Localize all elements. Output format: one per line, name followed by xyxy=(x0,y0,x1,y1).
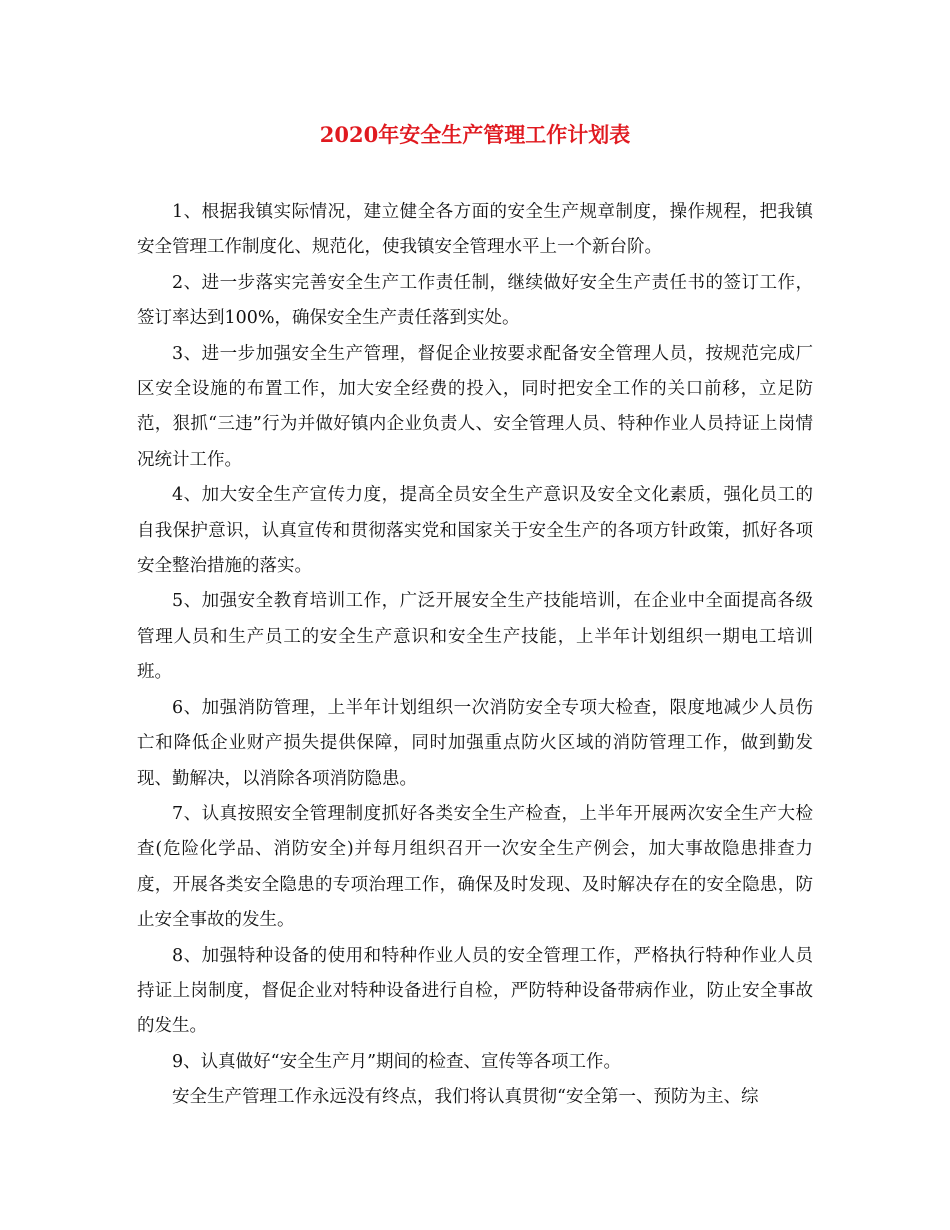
paragraph-1: 1、根据我镇实际情况，建立健全各方面的安全生产规章制度，操作规程，把我镇安全管理工作制度化、规范化，使我镇安全管理水平上一个新台阶。 xyxy=(137,202,813,258)
document-body xyxy=(137,195,813,1116)
paragraph-2: 2、进一步落实完善安全生产工作责任制，继续做好安全生产责任书的签订工作，签订率达到100%，确保安全生产责任落到实处。 xyxy=(137,272,813,329)
paragraph-closing: 安全生产管理工作永远没有终点，我们将认真贯彻“安全第一、预防为主、综 xyxy=(172,1087,759,1108)
paragraph-4: 4、加大安全生产宣传力度，提高全员安全生产意识及安全文化素质，强化员工的自我保护意识，认真宣传和贯彻落实党和国家关于安全生产的各项方针政策，抓好各项安全整治措施的落实。 xyxy=(137,485,813,577)
paragraph-5: 5、加强安全教育培训工作，广泛开展安全生产技能培训，在企业中全面提高各级管理人员和生产员工的安全生产意识和安全生产技能，上半年计划组织一期电工培训班。 xyxy=(137,591,813,683)
paragraph-9: 9、认真做好“安全生产月”期间的检查、宣传等各项工作。 xyxy=(172,1051,622,1072)
paragraph-6: 6、加强消防管理，上半年计划组织一次消防安全专项大检查，限度地减少人员伤亡和降低企业财产损失提供保障，同时加强重点防火区域的消防管理工作，做到勤发现、勤解决，以消除各项消防隐患。 xyxy=(137,697,813,789)
paragraph-8: 8、加强特种设备的使用和特种作业人员的安全管理工作，严格执行特种作业人员持证上岗制度，督促企业对特种设备进行自检，严防特种设备带病作业，防止安全事故的发生。 xyxy=(137,945,813,1037)
paragraph-7: 7、认真按照安全管理制度抓好各类安全生产检查，上半年开展两次安全生产大检查(危险化学品、消防安全)并每月组织召开一次安全生产例会，加大事故隐患排查力度，开展各类安全隐患的专项治理工作，确保及时发现、及时解决存在的安全隐患，防止安全事故的发生。 xyxy=(137,803,813,931)
document-title: 2020年安全生产管理工作计划表 xyxy=(319,122,631,147)
paragraph-3: 3、进一步加强安全生产管理，督促企业按要求配备安全管理人员，按规范完成厂区安全设施的布置工作，加大安全经费的投入，同时把安全工作的关口前移，立足防范，狠抓“三违”行为并做好镇内企业负责人、安全管理人员、特种作业人员持证上岗情况统计工作。 xyxy=(137,343,813,470)
